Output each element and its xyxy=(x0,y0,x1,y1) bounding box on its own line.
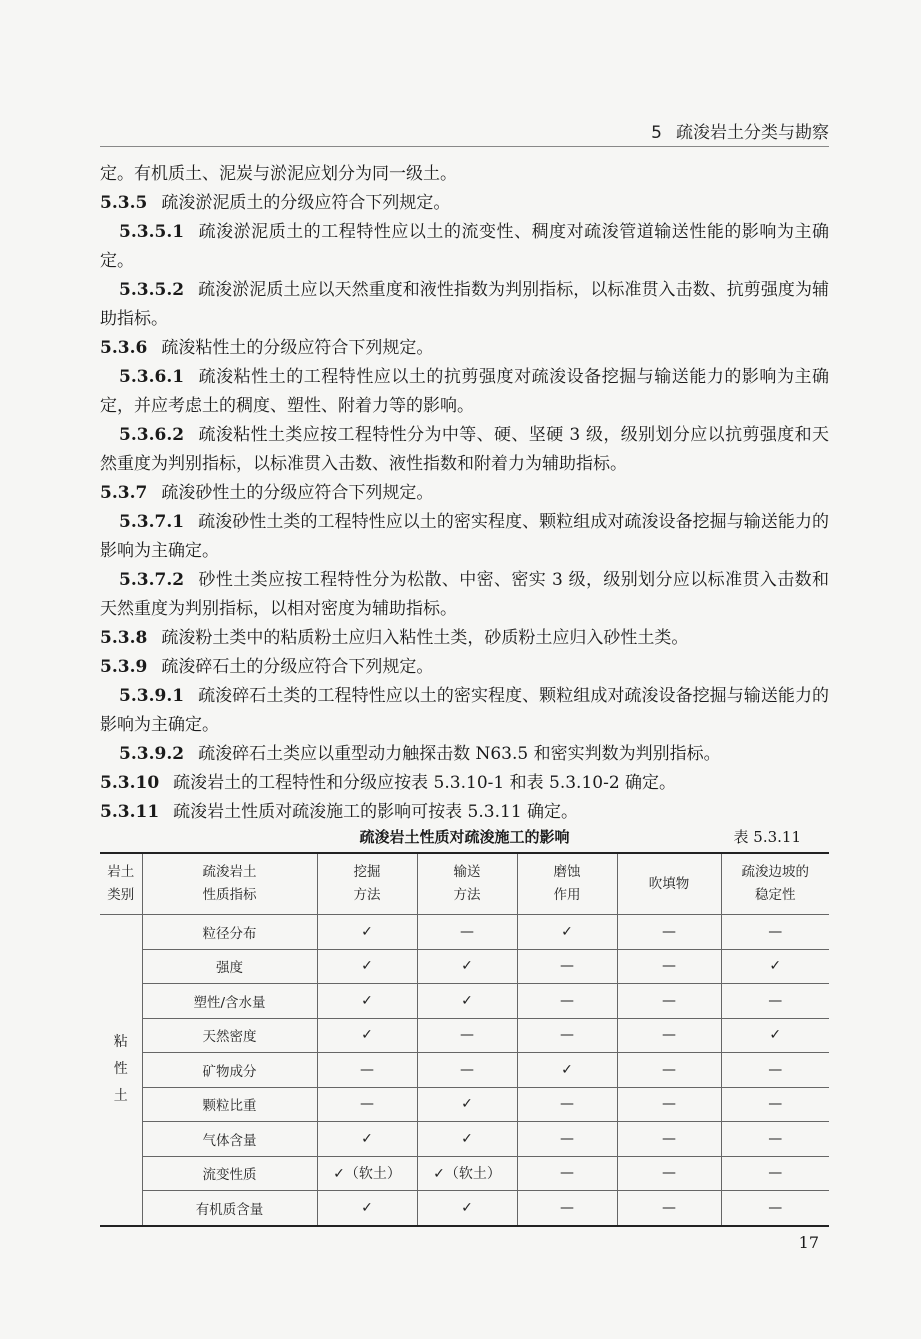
column-header xyxy=(317,853,417,915)
column-header-line: 性质指标 xyxy=(202,887,257,903)
soil-category-char: 性 xyxy=(113,1061,128,1078)
table-row xyxy=(100,1087,829,1122)
effect-mark-cell: ✓ xyxy=(317,915,417,950)
soil-properties-table xyxy=(100,852,829,1227)
clause-number: 5.3.9.1 xyxy=(119,686,185,706)
clause-text: 疏浚岩土的工程特性和分级应按表 5.3.10-1 和表 5.3.10-2 确定。 xyxy=(173,773,677,793)
table-row xyxy=(100,1156,829,1191)
effect-mark-cell: ✓ xyxy=(317,1191,417,1226)
effect-mark-cell: — xyxy=(517,1156,617,1191)
column-header xyxy=(142,853,317,915)
clause-number: 5.3.6.2 xyxy=(119,425,185,445)
clause-text: 疏浚粘性土的分级应符合下列规定。 xyxy=(161,338,434,358)
effect-mark-cell: ✓ xyxy=(417,1087,517,1122)
property-name-cell: 天然密度 xyxy=(142,1018,317,1053)
effect-mark-cell: — xyxy=(617,1053,721,1088)
table-row xyxy=(100,949,829,984)
effect-mark-cell: — xyxy=(617,1156,721,1191)
clause-paragraph xyxy=(100,798,829,827)
clause-paragraph xyxy=(100,276,829,334)
clause-paragraph xyxy=(100,363,829,421)
effect-mark-cell: — xyxy=(617,984,721,1019)
column-header-line: 磨蚀 xyxy=(553,864,581,880)
effect-mark-cell: — xyxy=(721,1191,829,1226)
effect-mark-cell: — xyxy=(517,949,617,984)
column-header-line: 疏浚岩土 xyxy=(202,864,257,880)
effect-mark-cell: ✓（软土） xyxy=(317,1156,417,1191)
effect-mark-cell: — xyxy=(721,1087,829,1122)
property-name-cell: 强度 xyxy=(142,949,317,984)
effect-mark-cell: — xyxy=(617,1018,721,1053)
effect-mark-cell: — xyxy=(517,984,617,1019)
chapter-title: 疏浚岩土分类与勘察 xyxy=(676,123,829,143)
clause-number: 5.3.7.1 xyxy=(119,512,185,532)
column-header-line: 岩土 xyxy=(107,864,135,880)
header-divider xyxy=(100,146,829,147)
column-header-line: 挖掘 xyxy=(353,864,381,880)
effect-mark-cell: ✓ xyxy=(317,984,417,1019)
effect-mark-cell: — xyxy=(517,1191,617,1226)
clause-paragraph xyxy=(100,421,829,479)
clause-text: 疏浚淤泥质土应以天然重度和液性指数为判别指标，以标准贯入击数、抗剪强度为辅助指标。 xyxy=(100,280,829,329)
effect-mark-cell: ✓（软土） xyxy=(417,1156,517,1191)
clause-paragraph xyxy=(100,334,829,363)
effect-mark-cell: — xyxy=(721,1053,829,1088)
clause-text: 疏浚碎石土的分级应符合下列规定。 xyxy=(161,657,434,677)
column-header-line: 吹填物 xyxy=(648,875,690,892)
clause-number: 5.3.5.1 xyxy=(119,222,185,242)
effect-mark-cell: ✓ xyxy=(317,1018,417,1053)
table-row xyxy=(100,1018,829,1053)
table-title: 疏浚岩土性质对疏浚施工的影响 xyxy=(359,828,570,846)
table-caption xyxy=(100,826,829,850)
clause-text: 疏浚岩土性质对疏浚施工的影响可按表 5.3.11 确定。 xyxy=(173,802,579,822)
effect-mark-cell: ✓ xyxy=(517,915,617,950)
effect-mark-cell: — xyxy=(617,1191,721,1226)
effect-mark-cell: ✓ xyxy=(417,1122,517,1157)
table-header-row xyxy=(100,853,829,915)
clause-text: 定。有机质土、泥炭与淤泥应划分为同一级土。 xyxy=(100,164,457,184)
soil-category-char: 土 xyxy=(113,1088,128,1105)
clause-text: 疏浚淤泥质土的工程特性应以土的流变性、稠度对疏浚管道输送性能的影响为主确定。 xyxy=(100,222,829,271)
effect-mark-cell: — xyxy=(517,1087,617,1122)
column-header-line: 方法 xyxy=(353,887,381,903)
column-header-line: 类别 xyxy=(107,887,135,903)
column-header xyxy=(721,853,829,915)
clause-paragraph xyxy=(100,218,829,276)
column-header xyxy=(517,853,617,915)
property-name-cell: 气体含量 xyxy=(142,1122,317,1157)
effect-mark-cell: ✓ xyxy=(417,984,517,1019)
clause-number: 5.3.8 xyxy=(100,628,148,648)
property-name-cell: 流变性质 xyxy=(142,1156,317,1191)
column-header-line: 输送 xyxy=(453,864,481,880)
clause-number: 5.3.5.2 xyxy=(119,280,185,300)
property-name-cell: 矿物成分 xyxy=(142,1053,317,1088)
effect-mark-cell: ✓ xyxy=(417,949,517,984)
clause-number: 5.3.6 xyxy=(100,338,148,358)
column-header xyxy=(100,853,142,915)
column-header xyxy=(617,853,721,915)
clause-number: 5.3.9.2 xyxy=(119,744,185,764)
effect-mark-cell: — xyxy=(617,1122,721,1157)
effect-mark-cell: — xyxy=(721,1122,829,1157)
clause-paragraph xyxy=(100,566,829,624)
column-header-line: 作用 xyxy=(553,887,581,903)
clause-text: 疏浚砂性土类的工程特性应以土的密实程度、颗粒组成对疏浚设备挖掘与输送能力的影响为主确定。 xyxy=(100,512,829,561)
soil-category-cell xyxy=(100,915,142,1226)
effect-mark-cell: — xyxy=(317,1053,417,1088)
chapter-number: 5 xyxy=(651,123,662,143)
table-row xyxy=(100,1191,829,1226)
effect-mark-cell: — xyxy=(617,949,721,984)
page-number: 17 xyxy=(798,1233,819,1252)
effect-mark-cell: ✓ xyxy=(317,1122,417,1157)
effect-mark-cell: ✓ xyxy=(317,949,417,984)
effect-mark-cell: — xyxy=(721,915,829,950)
effect-mark-cell: — xyxy=(417,1053,517,1088)
clause-number: 5.3.6.1 xyxy=(119,367,185,387)
effect-mark-cell: — xyxy=(417,1018,517,1053)
clause-paragraph xyxy=(100,653,829,682)
property-name-cell: 颗粒比重 xyxy=(142,1087,317,1122)
column-header xyxy=(417,853,517,915)
clause-number: 5.3.7.2 xyxy=(119,570,185,590)
column-header-line: 稳定性 xyxy=(755,887,796,903)
clause-number: 5.3.9 xyxy=(100,657,148,677)
clause-paragraph xyxy=(100,479,829,508)
clause-paragraph xyxy=(100,740,829,769)
clause-paragraph xyxy=(100,508,829,566)
effect-mark-cell: — xyxy=(617,915,721,950)
clause-paragraph xyxy=(100,682,829,740)
column-header-line: 疏浚边坡的 xyxy=(741,864,809,880)
clause-number: 5.3.5 xyxy=(100,193,148,213)
table-row xyxy=(100,1053,829,1088)
clause-paragraph xyxy=(100,160,829,189)
effect-mark-cell: — xyxy=(617,1087,721,1122)
effect-mark-cell: — xyxy=(721,984,829,1019)
effect-mark-cell: — xyxy=(417,915,517,950)
effect-mark-cell: ✓ xyxy=(517,1053,617,1088)
table-row xyxy=(100,915,829,950)
clause-text: 疏浚砂性土的分级应符合下列规定。 xyxy=(161,483,434,503)
effect-mark-cell: ✓ xyxy=(721,949,829,984)
soil-category-char: 粘 xyxy=(113,1034,128,1051)
body-text xyxy=(100,160,829,827)
property-name-cell: 塑性/含水量 xyxy=(142,984,317,1019)
clause-text: 疏浚粘性土类应按工程特性分为中等、硬、坚硬 3 级，级别划分应以抗剪强度和天然重度为判别指标，以标准贯入击数、液性指数和附着力为辅助指标。 xyxy=(100,425,829,474)
clause-paragraph xyxy=(100,189,829,218)
running-header xyxy=(100,118,829,143)
effect-mark-cell: — xyxy=(317,1087,417,1122)
effect-mark-cell: ✓ xyxy=(721,1018,829,1053)
effect-mark-cell: — xyxy=(517,1018,617,1053)
clause-text: 疏浚粘性土的工程特性应以土的抗剪强度对疏浚设备挖掘与输送能力的影响为主确定，并应考虑土的稠度、塑性、附着力等的影响。 xyxy=(100,367,829,416)
clause-paragraph xyxy=(100,769,829,798)
clause-number: 5.3.10 xyxy=(100,773,160,793)
clause-text: 疏浚碎石土类应以重型动力触探击数 N63.5 和密实判数为判别指标。 xyxy=(198,744,721,764)
property-name-cell: 粒径分布 xyxy=(142,915,317,950)
effect-mark-cell: — xyxy=(517,1122,617,1157)
table-number: 表 5.3.11 xyxy=(733,828,801,846)
clause-text: 砂性土类应按工程特性分为松散、中密、密实 3 级，级别划分应以标准贯入击数和天然重度为判别指标，以相对密度为辅助指标。 xyxy=(100,570,829,619)
clause-number: 5.3.11 xyxy=(100,802,160,822)
clause-text: 疏浚粉土类中的粘质粉土应归入粘性土类，砂质粉土应归入砂性土类。 xyxy=(161,628,689,648)
effect-mark-cell: ✓ xyxy=(417,1191,517,1226)
clause-text: 疏浚淤泥质土的分级应符合下列规定。 xyxy=(161,193,451,213)
property-name-cell: 有机质含量 xyxy=(142,1191,317,1226)
table-row xyxy=(100,984,829,1019)
table-row xyxy=(100,1122,829,1157)
clause-number: 5.3.7 xyxy=(100,483,148,503)
effect-mark-cell: — xyxy=(721,1156,829,1191)
clause-paragraph xyxy=(100,624,829,653)
clause-text: 疏浚碎石土类的工程特性应以土的密实程度、颗粒组成对疏浚设备挖掘与输送能力的影响为主确定。 xyxy=(100,686,829,735)
column-header-line: 方法 xyxy=(453,887,481,903)
